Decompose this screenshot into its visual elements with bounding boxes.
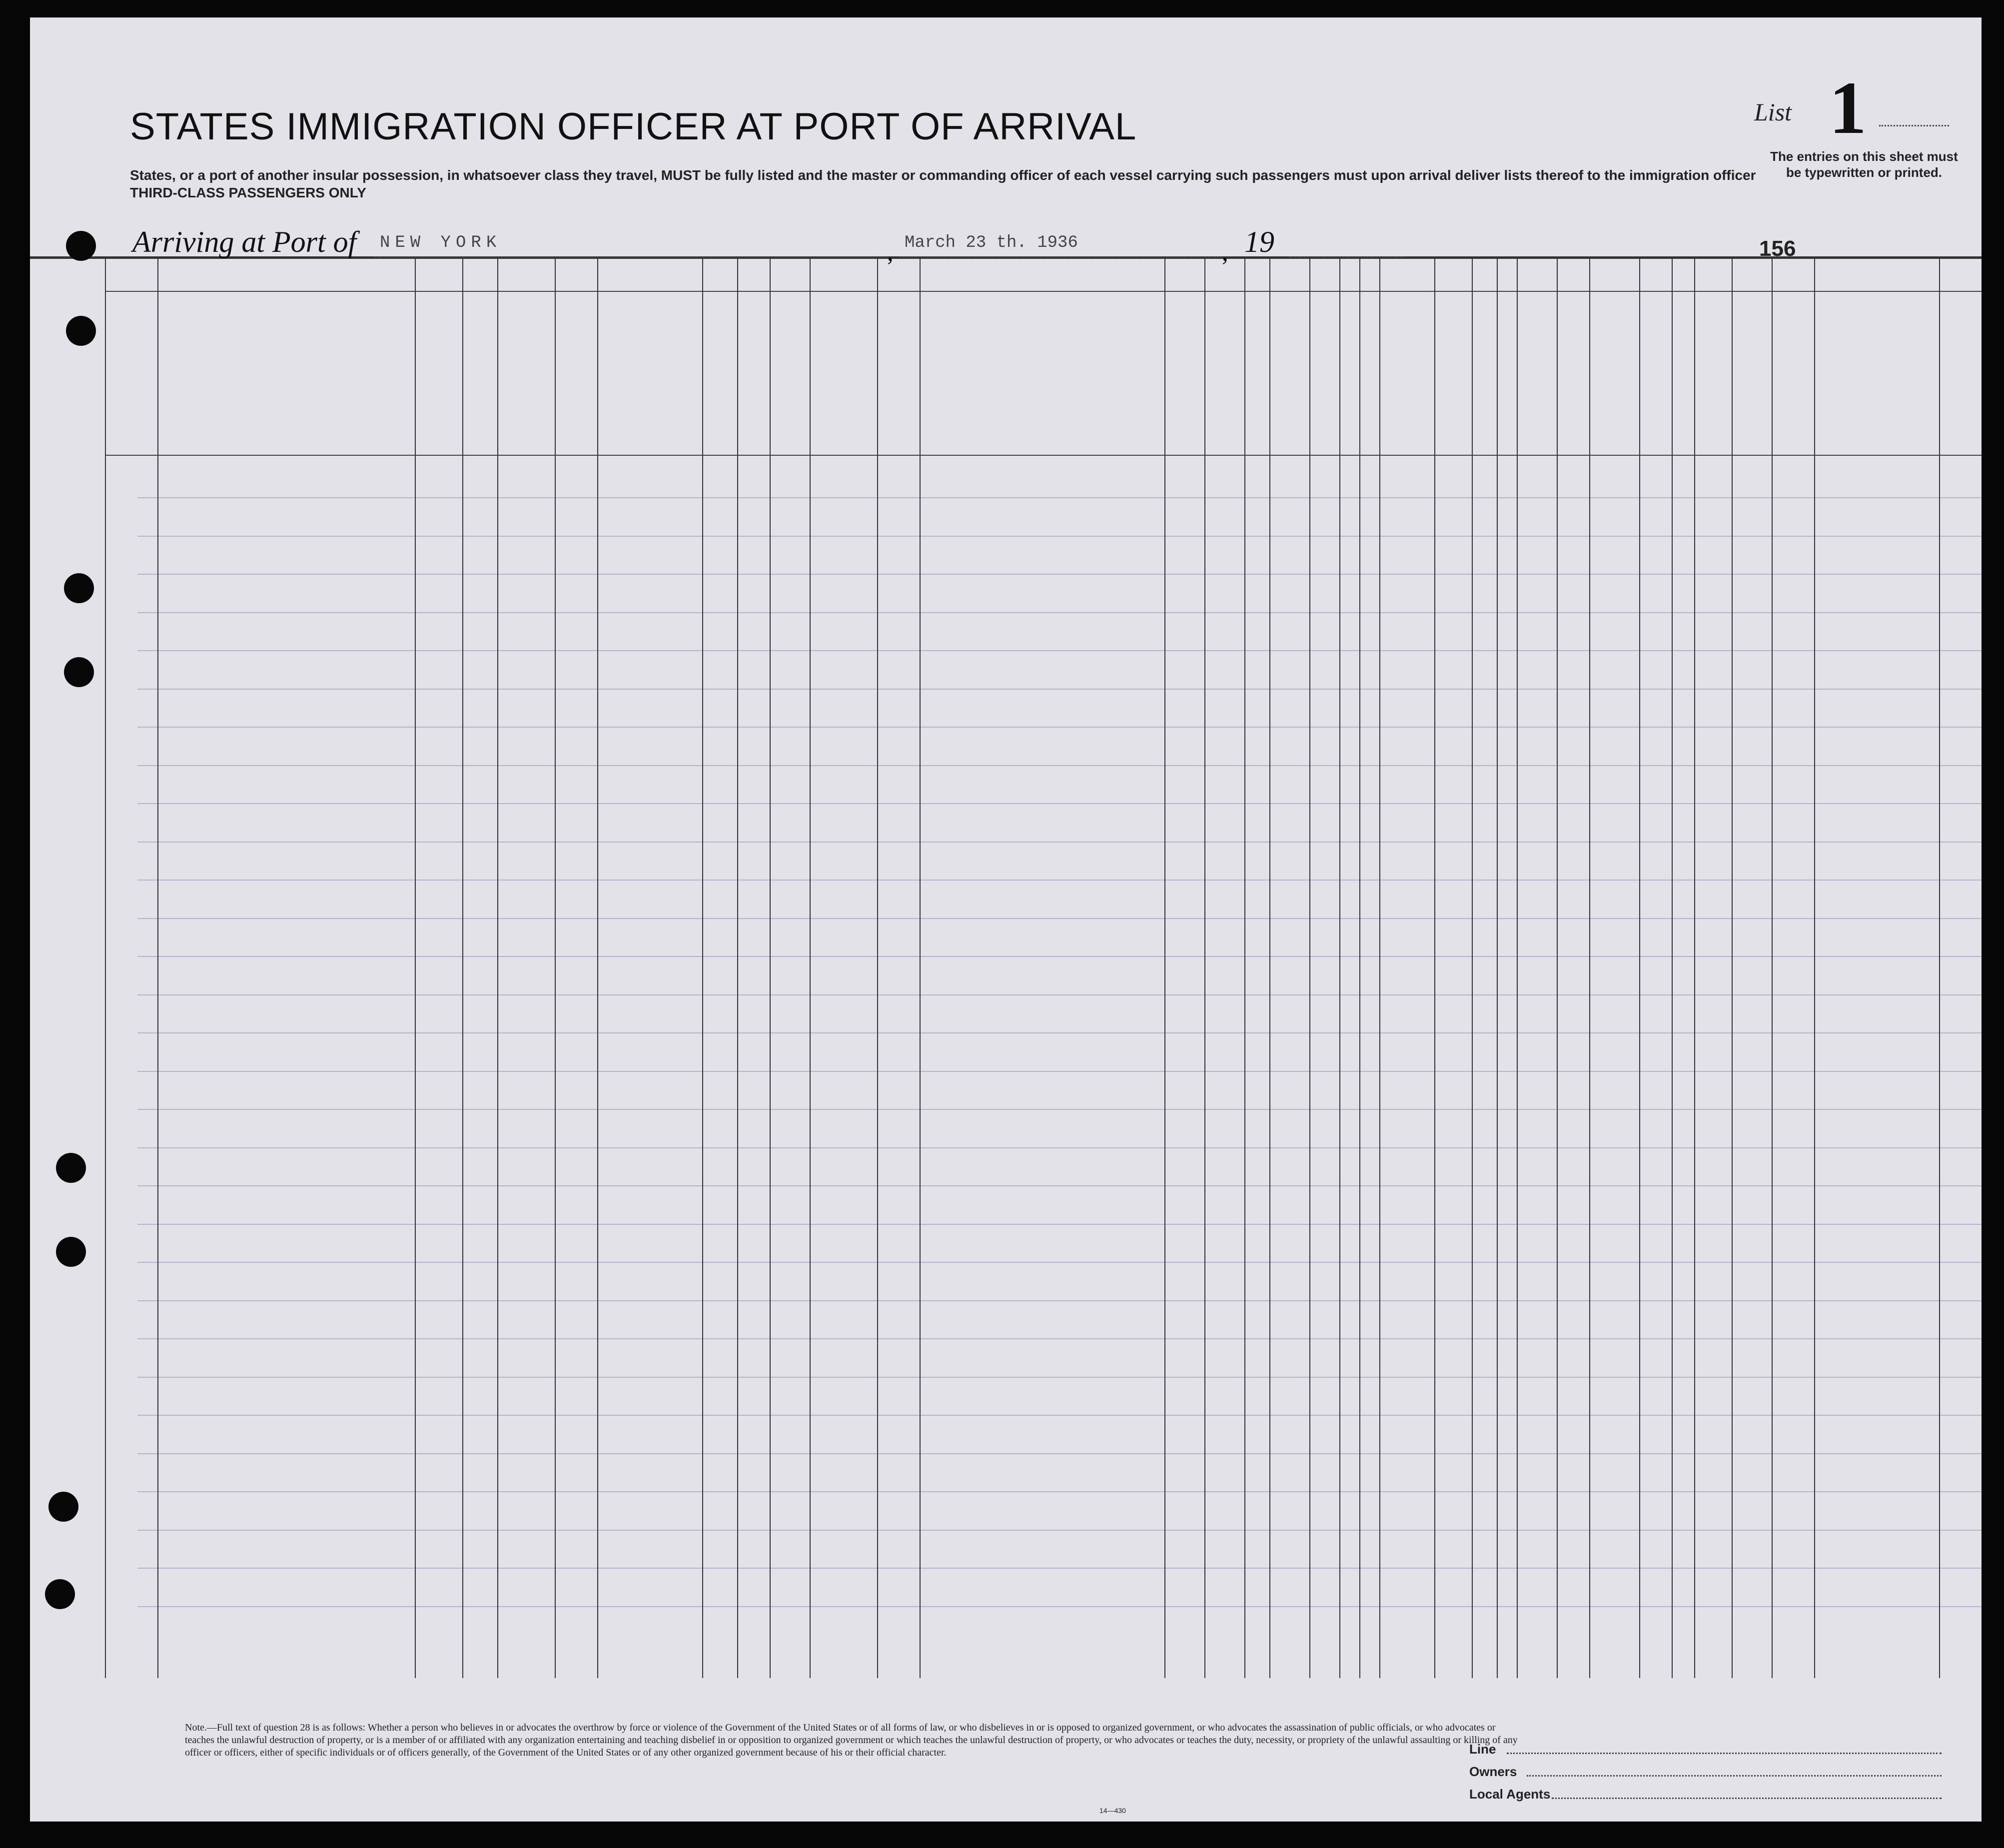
column-divider — [1939, 259, 1940, 1678]
column-divider — [1269, 259, 1270, 1678]
column-header-text — [1382, 307, 1432, 452]
row-line — [137, 1606, 1982, 1607]
column-divider — [497, 259, 498, 1678]
page-number: 156 — [1759, 236, 1796, 261]
binder-hole — [56, 1237, 86, 1267]
row-line — [137, 918, 1982, 919]
column-divider — [1359, 259, 1360, 1678]
entries-note-line-2: be typewritten or printed. — [1786, 165, 1943, 180]
column-divider — [1557, 259, 1558, 1678]
row-line — [137, 650, 1982, 651]
binder-hole — [66, 316, 96, 346]
form-title: STATES IMMIGRATION OFFICER AT PORT OF ARRIVAL — [130, 105, 1137, 148]
row-line — [137, 574, 1982, 575]
column-header-text — [1342, 307, 1357, 452]
footer-owners-underline — [1527, 1775, 1942, 1777]
column-divider — [1309, 259, 1310, 1678]
binder-hole — [64, 657, 94, 687]
row-line — [137, 1262, 1982, 1263]
footer-agents-underline — [1552, 1798, 1942, 1799]
binder-hole — [66, 231, 96, 261]
footer-agents-label: Local Agents — [1469, 1787, 1551, 1802]
row-line — [137, 1453, 1982, 1454]
footer-line-underline — [1507, 1753, 1942, 1754]
column-divider — [920, 259, 921, 1678]
column-number-rule — [105, 291, 1982, 292]
column-divider — [1639, 259, 1640, 1678]
row-line — [137, 1568, 1982, 1569]
column-divider — [877, 259, 878, 1678]
row-line — [137, 1415, 1982, 1416]
column-divider — [1694, 259, 1695, 1678]
binder-hole — [64, 573, 94, 603]
column-divider — [737, 259, 738, 1678]
list-underline — [1879, 125, 1949, 126]
column-header-text — [705, 307, 735, 452]
row-line — [137, 689, 1982, 690]
column-divider — [415, 259, 416, 1678]
column-header-text — [1474, 307, 1494, 452]
comma-1: , — [887, 238, 894, 266]
column-header-text — [1499, 307, 1514, 452]
list-label: List — [1754, 98, 1792, 126]
instructions-line-2: THIRD-CLASS PASSENGERS ONLY — [130, 185, 366, 200]
column-divider — [1244, 259, 1245, 1678]
column-divider — [105, 259, 106, 1678]
row-line — [137, 727, 1982, 728]
column-divider — [1589, 259, 1590, 1678]
column-header-text — [1437, 307, 1469, 452]
row-line — [137, 1147, 1982, 1148]
arriving-label: Arriving at Port of — [132, 225, 357, 258]
binder-hole — [56, 1153, 86, 1183]
footer-line-label: Line — [1469, 1742, 1496, 1757]
column-divider — [810, 259, 811, 1678]
column-divider — [1472, 259, 1473, 1678]
row-line — [137, 536, 1982, 537]
year-prefix: 19 — [1244, 225, 1274, 258]
port-underline — [375, 256, 887, 258]
column-header-text — [600, 307, 635, 452]
column-divider — [1434, 259, 1435, 1678]
column-divider — [462, 259, 463, 1678]
column-divider — [1732, 259, 1733, 1678]
row-line — [137, 1109, 1982, 1110]
row-line — [137, 1032, 1982, 1033]
port-value: NEW YORK — [380, 233, 502, 252]
row-line — [137, 1224, 1982, 1225]
row-line — [137, 612, 1982, 613]
column-divider — [1772, 259, 1773, 1678]
header-bottom-rule — [105, 455, 1982, 456]
column-divider — [597, 259, 598, 1678]
column-divider — [1204, 259, 1205, 1678]
instructions-line-1: States, or a port of another insular possession, in whatsoever class they travel, MUST be fully listed and the master or commanding officer of each vessel carrying such passengers must upon arrival deliver lists thereof to the immigration officer — [130, 167, 1756, 183]
list-number: 1 — [1829, 66, 1867, 149]
column-header-text — [1312, 307, 1337, 452]
row-line — [137, 880, 1982, 881]
binder-hole — [45, 1579, 75, 1609]
column-divider — [1497, 259, 1498, 1678]
date-value: March 23 th. 1936 — [905, 233, 1078, 252]
footer-owners-label: Owners — [1469, 1764, 1517, 1779]
row-line — [137, 1300, 1982, 1301]
year-underline — [1289, 256, 1404, 258]
form-number: 14—430 — [1099, 1807, 1126, 1815]
row-line — [137, 956, 1982, 957]
column-divider — [1672, 259, 1673, 1678]
column-header-text — [1362, 307, 1377, 452]
column-divider — [1339, 259, 1340, 1678]
row-line — [137, 803, 1982, 804]
binder-hole — [48, 1492, 78, 1522]
row-line — [137, 1338, 1982, 1339]
entries-note-line-1: The entries on this sheet must — [1770, 149, 1958, 164]
row-line — [137, 1071, 1982, 1072]
column-divider — [702, 259, 703, 1678]
row-line — [137, 1377, 1982, 1378]
row-line — [137, 497, 1982, 498]
entries-note — [1729, 148, 1999, 180]
column-divider — [157, 259, 158, 1678]
column-divider — [1164, 259, 1165, 1678]
row-line — [137, 842, 1982, 843]
row-line — [137, 1185, 1982, 1186]
row-line — [137, 765, 1982, 766]
comma-2: , — [1222, 238, 1228, 266]
row-line — [137, 1491, 1982, 1492]
column-divider — [1379, 259, 1380, 1678]
column-divider — [1517, 259, 1518, 1678]
manifest-sheet — [30, 17, 1982, 1822]
column-divider — [1814, 259, 1815, 1678]
row-line — [137, 994, 1982, 995]
footnote: Note.—Full text of question 28 is as follows: Whether a person who believes in or advocates the overthrow by force or violence of the Government of the United States or of all forms of law, or who disbelieves in or is opposed to organized government, or who advocates the assassination of public officials, or who advocates or teaches the unlawful destruction of property, or is a member of or affiliated with any organization entertaining and teaching disbelief in or opposition to organized government or which teaches the unlawful destruction of property, or who advocates or teaches the duty, necessity, or propriety of the unlawful assaulting or killing of any officer or officers, either of specific individuals or of officers generally, of the Government of the United States or of any other organized government because of his or their official character. — [185, 1722, 1518, 1758]
row-line — [137, 1530, 1982, 1531]
date-underline — [900, 256, 1222, 258]
column-divider — [770, 259, 771, 1678]
column-divider — [555, 259, 556, 1678]
